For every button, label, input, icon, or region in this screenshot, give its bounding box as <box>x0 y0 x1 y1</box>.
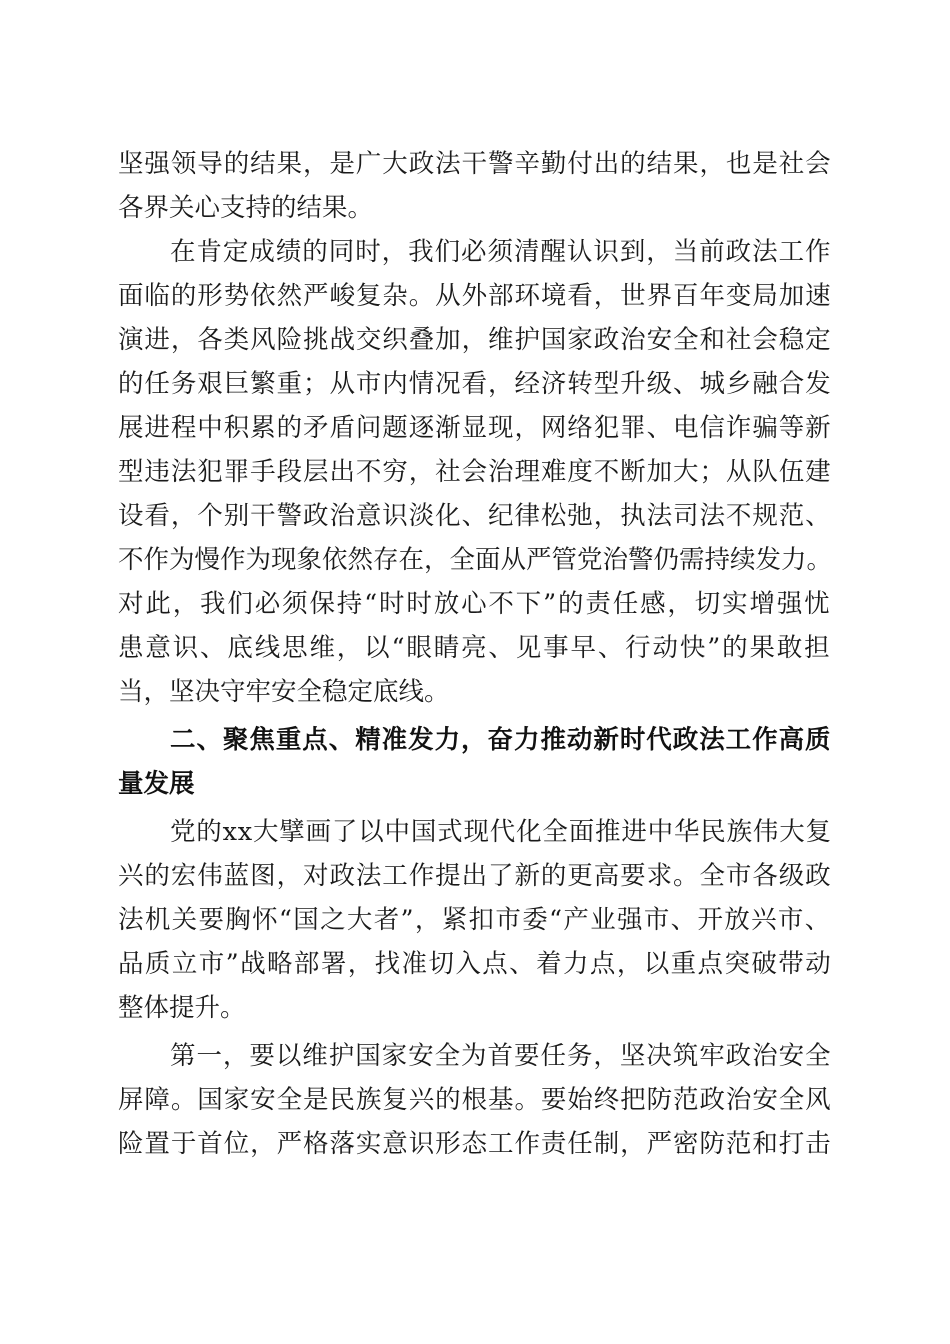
body-text-line: 整体提升。 <box>118 993 246 1023</box>
body-text-line: 险置于首位，严格落实意识形态工作责任制，严密防范和打击 <box>118 1129 832 1159</box>
body-text-line: 面临的形势依然严峻复杂。从外部环境看，世界百年变局加速 <box>118 281 832 311</box>
section-heading-continued: 量发展 <box>118 769 195 799</box>
body-text-line: 演进，各类风险挑战交织叠加，维护国家政治安全和社会稳定 <box>118 325 832 355</box>
body-text-line: 屏障。国家安全是民族复兴的根基。要始终把防范政治安全风 <box>118 1085 832 1115</box>
body-text-line: 坚强领导的结果，是广大政法干警辛勤付出的结果，也是社会 <box>118 149 832 179</box>
body-text-line: 当，坚决守牢安全稳定底线。 <box>118 677 450 707</box>
body-text-line: 兴的宏伟蓝图，对政法工作提出了新的更高要求。全市各级政 <box>118 861 832 891</box>
body-text-line: 型违法犯罪手段层出不穷，社会治理难度不断加大；从队伍建 <box>118 457 832 487</box>
paragraph-first-line: 第一，要以维护国家安全为首要任务，坚决筑牢政治安全 <box>170 1041 832 1071</box>
body-text-line: 法机关要胸怀“国之大者”，紧扣市委“产业强市、开放兴市、 <box>118 905 832 935</box>
paragraph-first-line: 在肯定成绩的同时，我们必须清醒认识到，当前政法工作 <box>170 237 832 267</box>
body-text-line: 的任务艰巨繁重；从市内情况看，经济转型升级、城乡融合发 <box>118 369 832 399</box>
body-text-line: 各界关心支持的结果。 <box>118 193 374 223</box>
body-text-line: 不作为慢作为现象依然存在，全面从严管党治警仍需持续发力。 <box>118 545 833 575</box>
body-text-line: 患意识、底线思维，以“眼睛亮、见事早、行动快”的果敢担 <box>118 633 832 663</box>
section-heading: 二、聚焦重点、精准发力，奋力推动新时代政法工作高质 <box>170 725 832 755</box>
body-text-line: 对此，我们必须保持“时时放心不下”的责任感，切实增强忧 <box>118 589 832 619</box>
body-text-line: 展进程中积累的矛盾问题逐渐显现，网络犯罪、电信诈骗等新 <box>118 413 832 443</box>
body-text-line: 品质立市”战略部署，找准切入点、着力点，以重点突破带动 <box>118 949 833 979</box>
paragraph-first-line: 党的xx大擘画了以中国式现代化全面推进中华民族伟大复 <box>170 817 832 847</box>
body-text-line: 设看，个别干警政治意识淡化、纪律松弛，执法司法不规范、 <box>118 501 832 531</box>
